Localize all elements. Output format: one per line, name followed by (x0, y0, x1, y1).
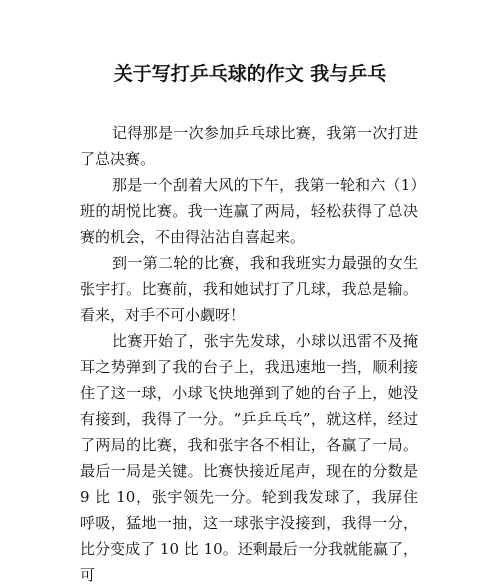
document-body (80, 120, 418, 588)
paragraph-4: 比赛开始了，张宇先发球，小球以迅雷不及掩耳之势弹到了我的台子上，我迅速地一挡，顺利接住了这一球，小球飞快地弹到了她的台子上，她没有接到，我得了一分。“乒乒乓乓”，就这样，经过了两局的比赛，我和张宇各不相让，各赢了一局。最后一局是关键。比赛快接近尾声，现在的分数是 9 比 10，张宇领先一分。轮到我发球了，我屏住呼吸，猛地一抽，这一球张宇没接到，我得一分，比分变成了 10 比 10。还剩最后一分我就能赢了，可 (80, 332, 418, 584)
paragraph-3: 到一第二轮的比赛，我和我班实力最强的女生张宇打。比赛前，我和她试打了几球，我总是输。看来，对手不可小觑呀！ (80, 254, 418, 324)
document-title: 关于写打乒乓球的作文 我与乒乓 (113, 63, 387, 85)
paragraph-2: 那是一个刮着大风的下午，我第一轮和六（1）班的胡悦比赛。我一连赢了两局，轻松获得了总决赛的机会，不由得沾沾自喜起来。 (80, 176, 418, 246)
paragraph-1: 记得那是一次参加乒乓球比赛，我第一次打进了总决赛。 (80, 124, 418, 168)
